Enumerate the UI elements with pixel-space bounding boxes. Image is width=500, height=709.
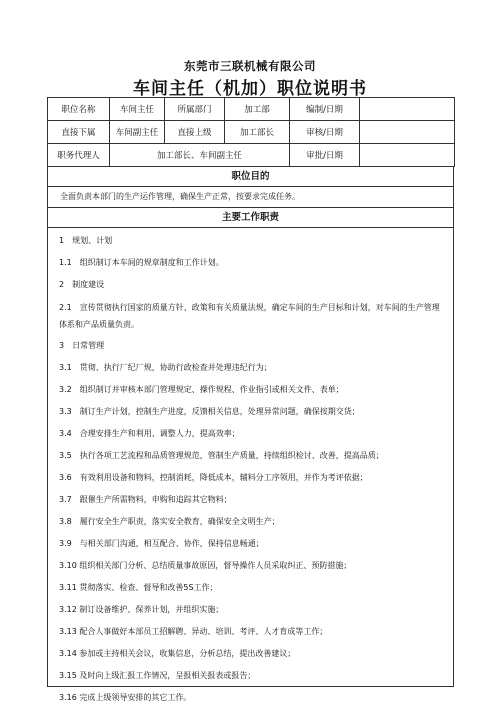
duties-list: [47, 228, 454, 702]
label-prepared-date: 编制/日期: [290, 98, 360, 121]
duty-item: 3.10 组织相关部门分析、总结质量事故原因，督导操作人员采取纠正、预防措施；: [59, 561, 352, 570]
duty-item: 3.12 制订设备维护、保养计划，并组织实施；: [59, 605, 224, 614]
duty-item: 3.16 完成上级领导安排的其它工作。: [59, 693, 192, 702]
value-review-date: [360, 121, 455, 144]
purpose-heading: 职位目的: [47, 167, 454, 187]
duty-item: 3.2 组织制订并审核本部门管理规定、操作规程、作业指引或相关文件、表单；: [59, 385, 344, 394]
duty-item: 1.1 组织制订本车间的规章制度和工作计划。: [59, 258, 224, 267]
label-superior: 直接上级: [165, 121, 225, 144]
duty-section: 1 规划、计划: [59, 236, 113, 245]
value-subordinate: 车间副主任: [110, 121, 165, 144]
duty-item: 3.5 执行各项工艺流程和品质管理规范，管制生产质量，持续组织检讨、改善，提高品质；: [59, 451, 384, 460]
duties-heading: 主要工作职责: [47, 208, 454, 228]
purpose-text: 全面负责本部门的生产运作管理，确保生产正常，按要求完成任务。: [47, 187, 454, 208]
value-prepared-date: [360, 98, 455, 121]
value-approval-date: [360, 144, 455, 167]
duty-item: 2.1 宣传贯彻执行国家的质量方针、政策和有关质量法规，确定车间的生产目标和计划，对车间的生产管理体系和产品质量负责。: [59, 303, 440, 329]
duty-item: 3.3 制订生产计划，控制生产进度，反馈相关信息，处理异常问题，确保按期交货；: [59, 407, 360, 416]
label-deputy: 职务代理人: [48, 144, 110, 167]
job-description-sheet: [47, 97, 454, 702]
duty-item: 3.13 配合人事做好本部员工招解聘、异动、培训、考评、人才育成等工作；: [59, 627, 328, 636]
duty-item: 3.4 合理安排生产和利用、调整人力，提高效率；: [59, 429, 240, 438]
value-position-name: 车间主任: [110, 98, 165, 121]
duty-item: 3.15 及时向上级汇报工作情况，呈报相关报表或报告；: [59, 671, 256, 680]
label-review-date: 审核/日期: [290, 121, 360, 144]
duty-item: 3.9 与相关部门沟通，相互配合、协作，保持信息畅通；: [59, 539, 264, 548]
label-approval-date: 审批/日期: [290, 144, 360, 167]
company-name: 东莞市三联机械有限公司: [184, 59, 316, 73]
duty-item: 3.1 贯彻、执行厂纪厂规，协助行政检查并处理违纪行为；: [59, 363, 272, 372]
duty-item: 3.11 贯彻落实、检查、督导和改善5S工作；: [59, 583, 218, 592]
position-info-table: [47, 97, 455, 167]
duty-item: 3.8 履行安全生产职责，落实安全教育，确保安全文明生产；: [59, 517, 280, 526]
info-row: [48, 98, 455, 121]
info-row: [48, 144, 455, 167]
label-position-name: 职位名称: [48, 98, 110, 121]
duty-item: 3.7 跟催生产所需物料，申购和追踪其它物料；: [59, 495, 232, 504]
info-row: [48, 121, 455, 144]
duty-item: 3.14 参加或主持相关会议，收集信息，分析总结，提出改善建议；: [59, 649, 296, 658]
duty-item: 3.6 有效利用设备和物料，控制消耗，降低成本，辅料分工序领用，并作为考评依据；: [59, 473, 368, 482]
document-title: 车间主任（机加）职位说明书: [133, 79, 367, 99]
duty-section: 2 制度建设: [59, 280, 105, 289]
duty-section: 3 日常管理: [59, 341, 105, 350]
value-deputy: 加工部长、车间副主任: [110, 144, 290, 167]
label-department: 所属部门: [165, 98, 225, 121]
value-department: 加工部: [225, 98, 290, 121]
label-subordinate: 直接下属: [48, 121, 110, 144]
value-superior: 加工部长: [225, 121, 290, 144]
